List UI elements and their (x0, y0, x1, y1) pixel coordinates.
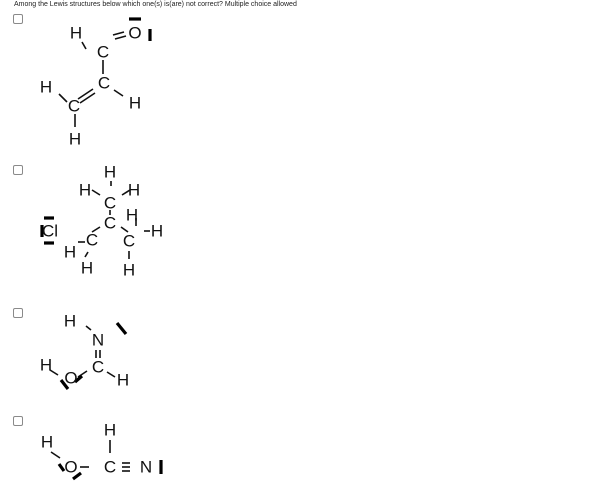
hydrogen-atom: H (40, 432, 54, 452)
hydrogen-atom: H (63, 311, 77, 331)
carbon-atom: C (103, 213, 117, 233)
hydrogen-atom: H (103, 162, 117, 182)
carbon-atom: C (96, 42, 110, 62)
oxygen-atom: O (64, 457, 78, 477)
nitrogen-atom: N (91, 330, 105, 350)
lone-pair-mark (117, 323, 126, 334)
hydrogen-atom: H (127, 180, 141, 200)
hydrogen-atom: H (122, 260, 136, 280)
lone-pair-mark (59, 464, 64, 471)
hydrogen-atom: H (78, 180, 92, 200)
chlorine-atom: Cl (41, 221, 59, 241)
carbon-atom: C (91, 357, 105, 377)
option-2-checkbox[interactable] (13, 165, 23, 175)
carbon-atom: C (85, 230, 99, 250)
option-4-bonds (51, 440, 130, 471)
option-1-checkbox[interactable] (13, 14, 23, 24)
carbon-atom: C (122, 231, 136, 251)
hydrogen-atom: H (39, 77, 53, 97)
oxygen-atom: O (128, 23, 142, 43)
hydrogen-atom: H (150, 221, 164, 241)
option-3-structure (30, 305, 180, 405)
question-text: Among the Lewis structures below which one(s) is(are) not correct? Multiple choice allowed (14, 1, 297, 8)
option-4-structure (30, 412, 180, 497)
hydrogen-atom: H (116, 370, 130, 390)
nitrogen-atom: N (139, 457, 153, 477)
option-3-bonds (50, 326, 115, 377)
option-1-structure (30, 12, 180, 152)
hydrogen-atom: H (128, 93, 142, 113)
hydrogen-atom: H (68, 129, 82, 149)
hydrogen-atom: H (39, 355, 53, 375)
hydrogen-atom: H (103, 420, 117, 440)
option-3-checkbox[interactable] (13, 308, 23, 318)
carbon-atom: C (103, 193, 117, 213)
hydrogen-atom: H (80, 258, 94, 278)
option-2-structure (30, 160, 180, 285)
hydrogen-atom: H (125, 205, 139, 225)
option-4-checkbox[interactable] (13, 416, 23, 426)
hydrogen-atom: H (63, 242, 77, 262)
hydrogen-atom: H (69, 23, 83, 43)
oxygen-atom: O (64, 368, 78, 388)
carbon-atom: C (103, 457, 117, 477)
carbon-atom: C (67, 96, 81, 116)
carbon-atom: C (97, 73, 111, 93)
